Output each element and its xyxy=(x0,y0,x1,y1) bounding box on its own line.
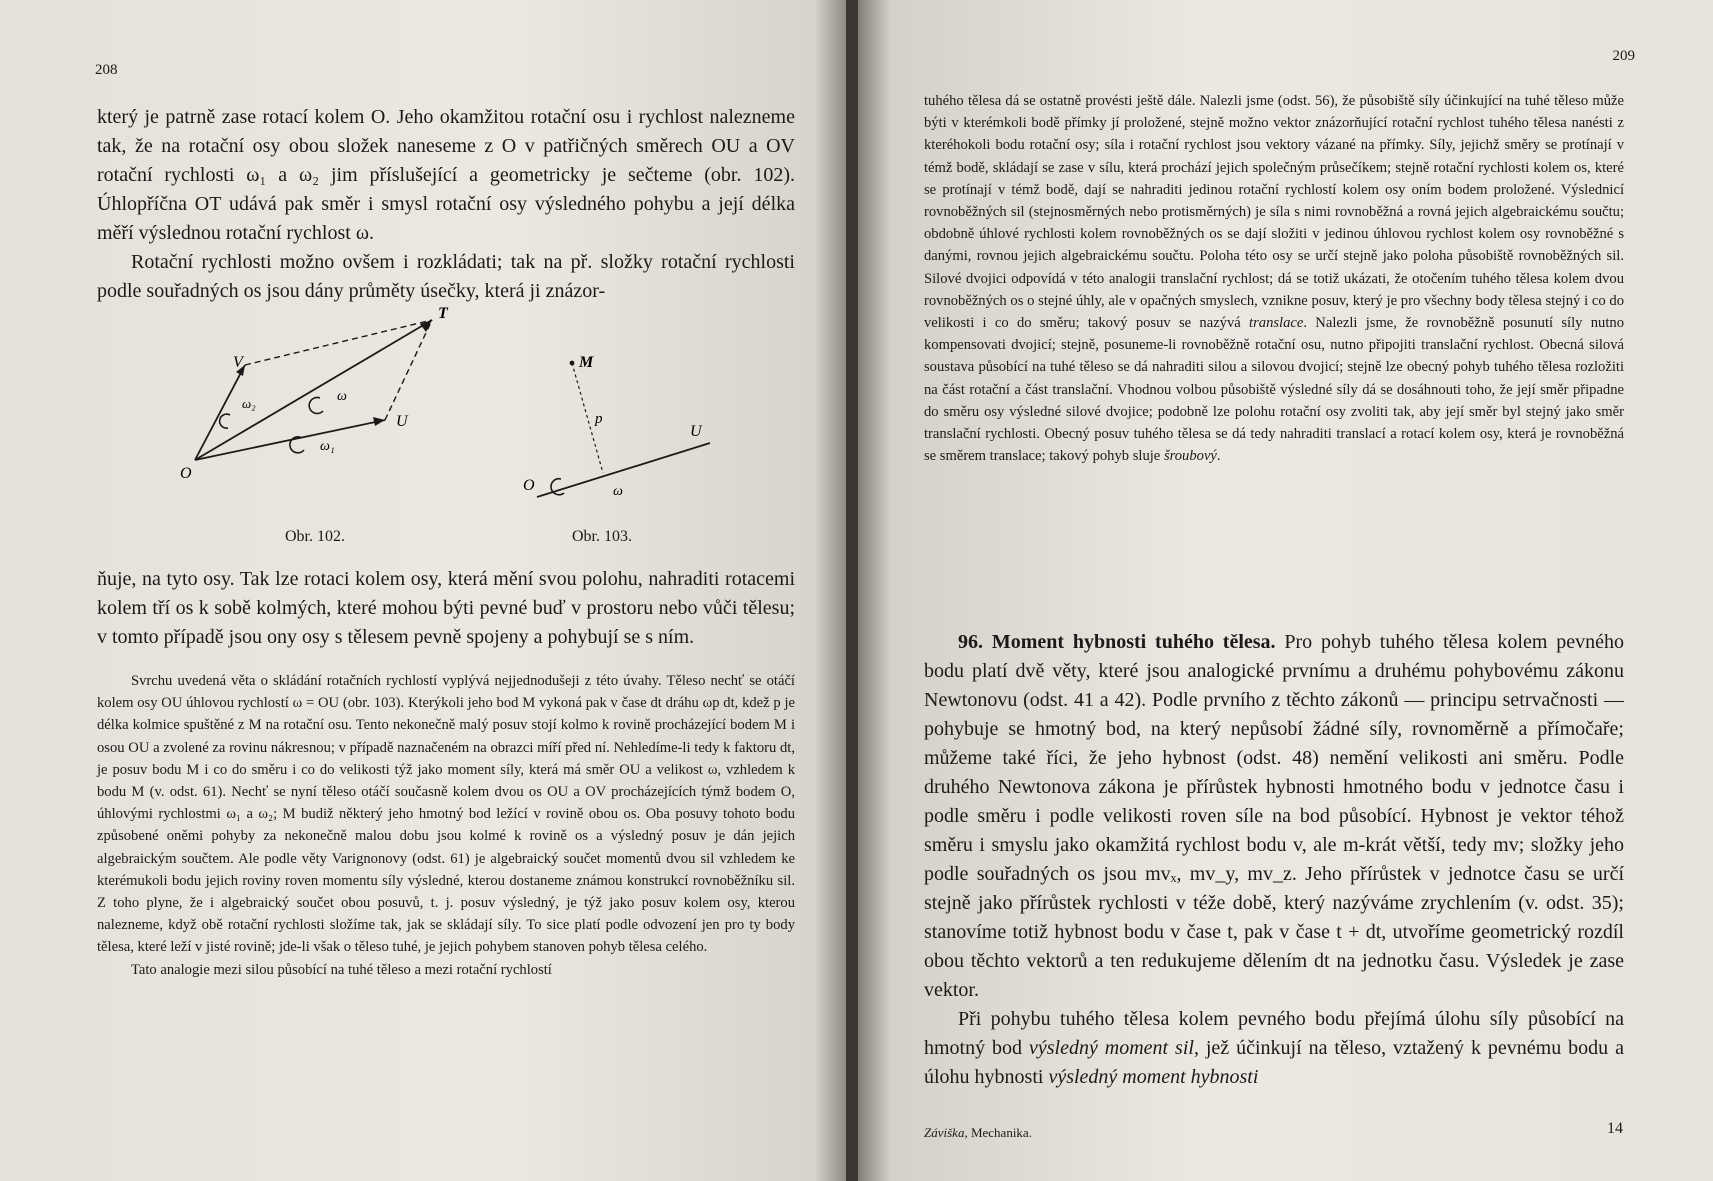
label-M: M xyxy=(579,354,594,371)
label-omega: ω xyxy=(613,484,623,499)
label-O: O xyxy=(523,477,535,494)
label-p: p xyxy=(595,411,603,427)
paragraph: který je patrně zase rotací kolem O. Jeho okamžitou rotační osu i rychlost nalezneme tak, že na rotační osy obou složek naneseme z O v patřičných směrech OU a OV rotační rychlosti ω₁ a ω₂ jim příslušející a geometricky je sečteme (obr. 102). Úhlopříčna OT udává pak směr i smysl rotační osy výsledného pohybu a její délka měří výslednou rotační rychlost ω. xyxy=(97,106,795,244)
axis-OU xyxy=(537,443,710,497)
term-translace: translace xyxy=(1249,315,1304,332)
right-big-text xyxy=(924,628,1624,1092)
label-U: U xyxy=(690,423,702,440)
dashed-VT xyxy=(245,320,432,365)
label-U: U xyxy=(396,413,408,430)
text-run: , jež účinkují na těleso, vztažený k pevnému bodu a úlohu hybnosti xyxy=(924,1037,1624,1088)
rotation-omega-icon xyxy=(551,479,564,495)
vector-OT xyxy=(195,320,432,460)
label-V: V xyxy=(233,354,243,371)
section-heading: 96. Moment hybnosti tuhého tělesa. xyxy=(958,631,1276,653)
label-omega1: ω₁ xyxy=(320,439,335,454)
text-run: Při pohybu tuhého tělesa kolem pevného bodu přejímá úlohu síly působící na hmotný bod xyxy=(924,1008,1624,1059)
rotation-omega-icon xyxy=(309,397,323,413)
book-gutter xyxy=(846,0,858,1181)
footer-author xyxy=(924,1125,1032,1141)
caption-103: Obr. 103. xyxy=(572,528,632,545)
dashed-UT xyxy=(385,320,432,420)
author-name: Záviška xyxy=(924,1125,965,1140)
label-omega: ω xyxy=(337,389,347,404)
caption-102: Obr. 102. xyxy=(285,528,345,545)
label-O: O xyxy=(180,465,192,482)
vector-OU xyxy=(195,420,385,460)
text-run: . Nalezli jsme, že rovnoběžně posunutí síly nutno kompensovati dvojicí; stejně, posuneme-li rovnoběžně rotační osu, nutno připojiti translační rychlost. Obecná silová soustava působící na tuhé těleso se dá nahraditi silou a silovou dvojicí; stejně lze obecný pohyb tuhého tělesa rozložiti na část rotační a část translační. Vhodnou volbou působiště výsledné síly dá se dosáhnouti toho, že její směr připadne do směru osy výsledné silové dvojice; podobně lze polohu rotační osy zvoliti tak, aby její směr byl stejný jako směr translační rychlosti. Obecný posuv tuhého tělesa se dá tedy nahraditi translací a rotací kolem osy, která je rovnoběžná se směrem translace; takový pohyb sluje xyxy=(924,315,1624,465)
term-moment-sil: výsledný moment sil xyxy=(1029,1037,1194,1059)
term-sroubovy: šroubový xyxy=(1163,448,1217,465)
figure-103 xyxy=(515,345,715,550)
label-omega2: ω₂ xyxy=(242,396,256,411)
footer-sheet-number: 14 xyxy=(1607,1120,1623,1137)
text-run: tuhého tělesa dá se ostatně provésti ještě dále. Nalezli jsme (odst. 56), že působiště síly účinkující na tuhé těleso může býti v kterémkoli bodě přímky jí proložené, stejně možno vektor znázorňující rotační rychlost tuhého tělesa nanésti z kteréhokoli bodu rotační osy; síla i rotační rychlost jsou vektory vázané na přímky. Síly, jejichž směry se protínají v témž bodě, skládají se zase v sílu, která prochází jejich společným průsečíkem; stejně rotační rychlosti kolem os, které se protínají v témž bodě, dají se nahraditi jedinou rotační rychlostí kolem osy oním bodem proložené. Výslednicí rovnoběžných sil (stejnosměrných nebo protisměrných) je síla s nimi rovnoběžná a rovná jejich algebraickému součtu; obdobně úhlové rychlosti kolem rovnoběžných os se dají složiti v jedinou úhlovou rychlost kolem osy rovnoběžné s danými, rovnou jejich algebraickému součtu. Poloha této osy se určí stejně jako poloha působiště rovnoběžných sil. Silové dvojici odpovídá v této analogii translační rychlost; dá se totiž ukázati, že otočením tuhého tělesa kolem dvou rovnoběžných os o stejné úhly, ale v opačných smyslech, vznikne posuv, který je pro všechny body tělesa stejný i co do velikosti i co do směru; takový posuv se nazývá xyxy=(924,93,1624,332)
paragraph: tuhého tělesa dá se ostatně provésti ještě dále. Nalezli jsme (odst. 56), že působiště síly účinkující na tuhé těleso může býti v kterémkoli bodě přímky jí proložené, stejně možno vektor znázorňující rotační rychlost tuhého tělesa nanésti z kteréhokoli bodu rotační osy; síla i rotační rychlost jsou vektory vázané na přímky. Síly, jejichž směry se protínají v témž bodě, skládají se zase v sílu, která prochází jejich společným průsečíkem; stejně rotační rychlosti kolem os, které se protínají v témž bodě, dají se nahraditi jedinou rotační rychlostí kolem osy oním bodem proložené. Výslednicí rovnoběžných sil (stejnosměrných nebo protisměrných) je síla s nimi rovnoběžná a rovná jejich algebraickému součtu; obdobně úhlové rychlosti kolem rovnoběžných os se dají složiti v jedinou úhlovou rychlost kolem osy rovnoběžné s danými, rovnou jejich algebraickému součtu. Poloha této osy se určí stejně jako poloha působiště rovnoběžných sil. Silové dvojici odpovídá v této analogii translační rychlost; dá se totiž ukázati, že otočením tuhého tělesa kolem dvou rovnoběžných os o stejné úhly, ale v opačných smyslech, vznikne posuv, který je pro všechny body tělesa stejný i co do velikosti i co do směru; takový posuv se nazývá translace. Nalezli jsme, že rovnoběžně posunutí síly nutno kompensovati dvojicí; stejně, posuneme-li rovnoběžně rotační osu, nutno připojiti translační rychlost. Obecná silová soustava působící na tuhé těleso se dá nahraditi silou a silovou dvojicí; stejně lze obecný pohyb tuhého tělesa rozložiti na část rotační a část translační. Vhodnou volbou působiště výsledné síly dá se dosáhnouti toho, že její směr připadne do směru osy výsledné silové dvojice; podobně lze polohu rotační osy zvoliti tak, aby její směr byl stejný jako směr translační rychlosti. Obecný posuv tuhého tělesa se dá tedy nahraditi translací a rotací kolem osy, která je rovnoběžná se směrem translace; takový pohyb sluje šroubový. xyxy=(924,93,1624,465)
left-top-text xyxy=(97,103,795,306)
paragraph: ňuje, na tyto osy. Tak lze rotaci kolem osy, která mění svou polohu, nahraditi rotacemi kolem tří os k sobě kolmých, které mohou býti pevné buď v prostoru nebo vůči tělesu; v tomto případě jsou ony osy s tělesem pevně spojeny a pohybují se s ním. xyxy=(97,568,795,648)
term-moment-hybnosti: výsledný moment hybnosti xyxy=(1048,1066,1259,1088)
arrowhead-U xyxy=(373,417,385,426)
text-run: Pro pohyb tuhého tělesa kolem pevného bodu platí dvě věty, které jsou analogické prvnímu a druhému pohybovému zákonu Newtonovu (odst. 41 a 42). Podle prvního z těchto zákonů — principu setrvačnosti — pohybuje se hmotný bod, na který nepůsobí žádné síly, rovnoměrně a přímočaře; můžeme také říci, že jeho hybnost (odst. 48) nemění velikosti ani směru. Podle druhého Newtonova zákona je přírůstek hybnosti hmotného bodu v jednotce času i podle směru i podle velikosti roven síle na bod působící. Hybnost je vektor téhož směru i smyslu jako okamžitá rychlost bodu v, ale m-krát větší, tedy mv; složky jeho podle souřadných os jsou mvₓ, mv_y, mv_z. Jeho přírůstek v jednotce času se určí stejně jako přírůstek rychlosti v téže době, který nazýváme zrychlením (v. odst. 35); stanovíme totiž hybnost bodu v čase t, pak v čase t + dt, utvoříme geometrický rozdíl obou těchto vektorů a ten redukujeme dělením dt na jednotku času. Výsledek je zase vektor. xyxy=(924,631,1624,1001)
point-M xyxy=(570,361,575,366)
paragraph: Rotační rychlosti možno ovšem i rozkládati; tak na př. složky rotační rychlosti podle souřadných os jsou dány průměty úsečky, která ji znázor- xyxy=(97,251,795,302)
left-mid-text xyxy=(97,565,795,652)
left-page-number: 208 xyxy=(95,62,118,78)
label-T: T xyxy=(438,305,448,322)
right-page-number: 209 xyxy=(1612,48,1635,64)
right-small-text xyxy=(924,90,1624,467)
figure-102 xyxy=(170,300,470,550)
left-small-text xyxy=(97,670,795,981)
rotation-omega2-icon xyxy=(220,414,230,428)
section-paragraph xyxy=(924,628,1624,1005)
paragraph: Svrchu uvedená věta o skládání rotačních rychlostí vyplývá nejjednodušeji z této úvahy. Těleso nechť se otáčí kolem osy OU úhlovou rychlostí ω = OU (obr. 103). Kterýkoli jeho bod M vykoná pak v čase dt dráhu ωp dt, kdež p je délka kolmice spuštěné z M na rotační osu. Tento nekonečně malý posuv stojí kolmo k rovině procházející bodem M i osou OU a zvolené za rovinu nákresnou; v případě naznačeném na obrazci míří před ní. Nehledíme-li tedy k faktoru dt, je posuv bodu M i co do směru i co do velikosti týž jako moment síly, která má směr OU a velikost ω, vzhledem k bodu M (v. odst. 61). Nechť se nyní těleso otáčí současně kolem dvou os OU a OV procházejících týmž bodem O, úhlovými rychlostmi ω₁ a ω₂; M budiž některý jeho hmotný bod ležící v rovině obou os. Oba posuvy tohoto bodu způsobené oněmi pohyby za nekonečně malou dobu jsou kolmé k rovině os a výsledný posuv je dán jejich algebraickým součtem. Ale podle věty Varignonovy (odst. 61) je algebraický součet momentů dvou sil vzhledem ke kterémukoli bodu jejich roviny roven momentu síly výsledné, kterou dostaneme známou konstrukcí rovnoběžníku sil. Z toho plyne, že i algebraický součet obou posuvů, t. j. posuv výsledný, je týž jako posuv kolem osy, kterou nalezneme, když obě rotační rychlosti složíme tak, jak se skládají síly. To sice platí podle odvození jen pro ty body tělesa, které leží v jisté rovině; jde-li však o těleso tuhé, je jejich pohybem stanoven pohyb tělesa celého. xyxy=(97,673,795,956)
paragraph xyxy=(924,1005,1624,1092)
paragraph: Tato analogie mezi silou působící na tuhé těleso a mezi rotační rychlostí xyxy=(131,961,552,978)
book-title: , Mechanika. xyxy=(964,1125,1032,1140)
